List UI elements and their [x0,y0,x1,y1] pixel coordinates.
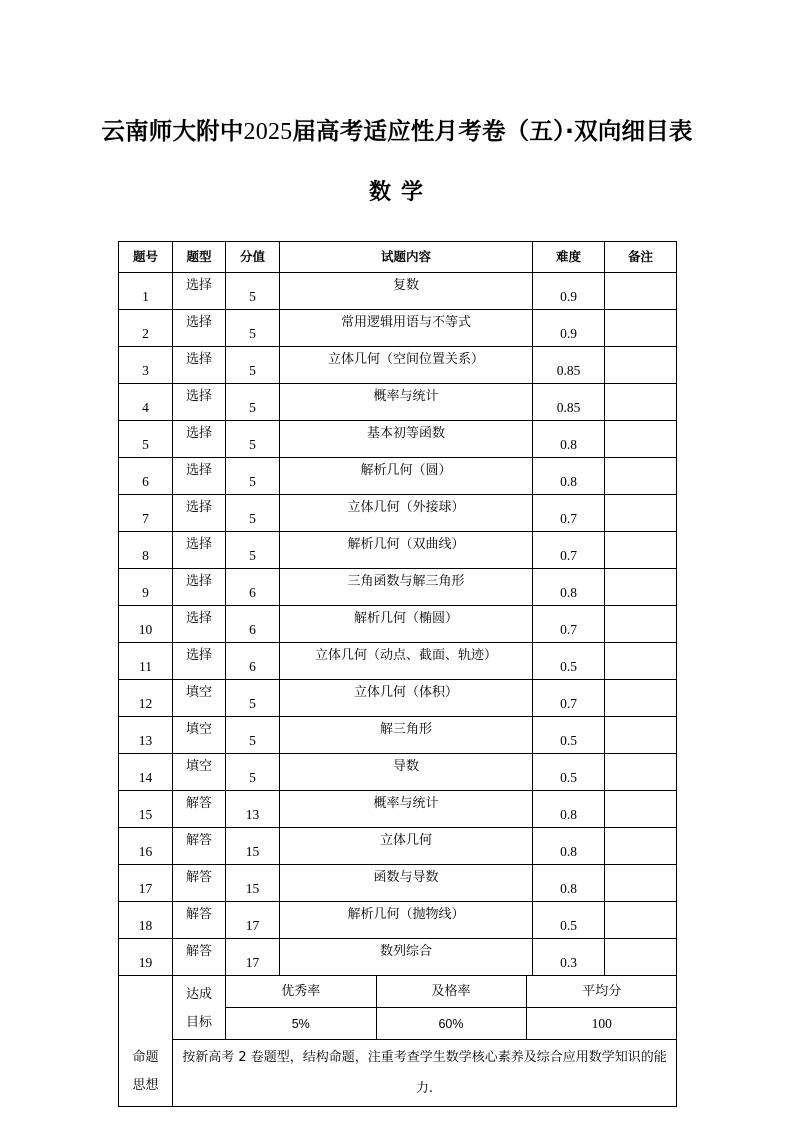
cell-score: 6 [226,643,280,680]
cell-number: 14 [119,754,173,791]
cell-score: 5 [226,532,280,569]
table-row [119,310,677,347]
cell-difficulty: 0.85 [533,384,605,421]
cell-content: 常用逻辑用语与不等式 [280,310,533,347]
cell-difficulty: 0.5 [533,643,605,680]
table-row [119,458,677,495]
cell-number: 12 [119,680,173,717]
goal-value-pass: 60% [376,1008,526,1039]
col-header-number: 题号 [119,242,173,273]
cell-type: 填空 [173,754,226,791]
goal-header-cell [226,976,677,1008]
cell-content: 三角函数与解三角形 [280,569,533,606]
cell-note [605,754,677,791]
cell-number: 1 [119,273,173,310]
subject-heading: 数学 [368,180,433,205]
goal-label-cell [173,976,226,1040]
cell-content: 数列综合 [280,939,533,976]
cell-score: 5 [226,458,280,495]
cell-note [605,643,677,680]
cell-type: 选择 [173,421,226,458]
cell-number: 18 [119,902,173,939]
cell-note [605,384,677,421]
cell-content: 立体几何（动点、截面、轨迹） [280,643,533,680]
cell-note [605,495,677,532]
cell-difficulty: 0.8 [533,569,605,606]
cell-number: 5 [119,421,173,458]
document-title [0,112,794,146]
cell-note [605,791,677,828]
cell-difficulty: 0.9 [533,310,605,347]
table-row [119,421,677,458]
cell-score: 5 [226,273,280,310]
table-row [119,347,677,384]
cell-difficulty: 0.8 [533,421,605,458]
cell-note [605,865,677,902]
cell-difficulty: 0.9 [533,273,605,310]
cell-type: 解答 [173,865,226,902]
cell-content: 立体几何（体积） [280,680,533,717]
cell-note [605,717,677,754]
cell-difficulty: 0.8 [533,865,605,902]
cell-content: 复数 [280,273,533,310]
cell-number: 3 [119,347,173,384]
cell-number: 16 [119,828,173,865]
cell-difficulty: 0.8 [533,458,605,495]
idea-text-cell [173,1040,677,1107]
table-row [119,569,677,606]
cell-difficulty: 0.7 [533,606,605,643]
cell-type: 填空 [173,717,226,754]
cell-note [605,347,677,384]
cell-type: 选择 [173,495,226,532]
cell-type: 选择 [173,347,226,384]
cell-score: 5 [226,384,280,421]
cell-difficulty: 0.5 [533,717,605,754]
goal-header-average: 平均分 [582,983,622,999]
goal-label-top: 达成 [185,986,212,1002]
title-year: 2025 [243,119,293,145]
cell-content: 解三角形 [280,717,533,754]
cell-content: 函数与导数 [280,865,533,902]
col-header-note: 备注 [605,242,677,273]
table-row [119,532,677,569]
col-header-difficulty: 难度 [533,242,605,273]
cell-note [605,939,677,976]
cell-score: 5 [226,680,280,717]
table-row [119,680,677,717]
cell-score: 17 [226,939,280,976]
cell-type: 选择 [173,532,226,569]
goal-value-grid [226,1008,677,1039]
cell-type: 选择 [173,273,226,310]
cell-number: 7 [119,495,173,532]
cell-number: 19 [119,939,173,976]
title-prefix: 云南师大附中 [101,117,244,145]
cell-score: 5 [226,347,280,384]
table-row [119,384,677,421]
cell-difficulty: 0.3 [533,939,605,976]
spec-table [118,241,677,1107]
cell-number: 9 [119,569,173,606]
goal-header-excellent: 优秀率 [226,976,376,1007]
table-row [119,495,677,532]
cell-content: 解析几何（圆） [280,458,533,495]
cell-number: 8 [119,532,173,569]
goal-value-average: 100 [591,1015,612,1031]
cell-score: 5 [226,310,280,347]
cell-type: 选择 [173,569,226,606]
cell-number: 2 [119,310,173,347]
table-row [119,643,677,680]
idea-text: 按新高考 2 卷题型，结构命题，注重考查学生数学核心素养及综合应用数学知识的能力. [182,1050,667,1096]
goal-value-excellent: 5% [226,1008,376,1039]
cell-type: 解答 [173,828,226,865]
cell-number: 4 [119,384,173,421]
goal-value-cell [226,1008,677,1040]
cell-score: 6 [226,569,280,606]
cell-number: 17 [119,865,173,902]
cell-content: 解析几何（椭圆） [280,606,533,643]
cell-note [605,458,677,495]
cell-note [605,532,677,569]
cell-score: 6 [226,606,280,643]
cell-note [605,680,677,717]
cell-number: 13 [119,717,173,754]
cell-score: 13 [226,791,280,828]
cell-type: 选择 [173,384,226,421]
idea-label-bottom: 思想 [132,1078,159,1093]
cell-score: 5 [226,421,280,458]
cell-note [605,902,677,939]
cell-difficulty: 0.7 [533,680,605,717]
cell-note [605,569,677,606]
cell-number: 11 [119,643,173,680]
cell-type: 选择 [173,606,226,643]
cell-number: 10 [119,606,173,643]
cell-type: 解答 [173,902,226,939]
cell-content: 解析几何（双曲线） [280,532,533,569]
idea-label-cell [119,976,173,1107]
table-row [119,939,677,976]
cell-difficulty: 0.5 [533,754,605,791]
cell-note [605,606,677,643]
cell-content: 概率与统计 [280,791,533,828]
cell-difficulty: 0.8 [533,791,605,828]
cell-note [605,421,677,458]
cell-content: 概率与统计 [280,384,533,421]
table-row [119,606,677,643]
goal-header-grid [226,976,677,1007]
cell-note [605,273,677,310]
cell-type: 解答 [173,791,226,828]
cell-content: 立体几何（外接球） [280,495,533,532]
cell-score: 15 [226,828,280,865]
title-suffix: 届高考适应性月考卷（五）·双向细目表 [292,117,693,145]
cell-difficulty: 0.8 [533,828,605,865]
cell-content: 立体几何 [280,828,533,865]
cell-difficulty: 0.7 [533,495,605,532]
table-row [119,902,677,939]
cell-content: 基本初等函数 [280,421,533,458]
table-row [119,865,677,902]
idea-label-top: 命题 [132,1050,159,1065]
cell-type: 选择 [173,458,226,495]
cell-type: 选择 [173,643,226,680]
goal-label-bottom: 目标 [185,1014,212,1030]
col-header-content: 试题内容 [280,242,533,273]
col-header-score: 分值 [226,242,280,273]
cell-content: 解析几何（抛物线） [280,902,533,939]
goal-header-row [119,976,677,1008]
idea-row [119,1040,677,1107]
cell-note [605,828,677,865]
table-row [119,717,677,754]
cell-score: 17 [226,902,280,939]
cell-score: 5 [226,495,280,532]
cell-difficulty: 0.85 [533,347,605,384]
cell-difficulty: 0.5 [533,902,605,939]
table-row [119,754,677,791]
cell-content: 导数 [280,754,533,791]
table-row [119,828,677,865]
cell-type: 填空 [173,680,226,717]
cell-score: 15 [226,865,280,902]
cell-note [605,310,677,347]
cell-content: 立体几何（空间位置关系） [280,347,533,384]
cell-number: 15 [119,791,173,828]
table-row [119,273,677,310]
cell-type: 解答 [173,939,226,976]
cell-score: 5 [226,717,280,754]
cell-difficulty: 0.7 [533,532,605,569]
table-row [119,791,677,828]
col-header-type: 题型 [173,242,226,273]
cell-score: 5 [226,754,280,791]
cell-type: 选择 [173,310,226,347]
cell-number: 6 [119,458,173,495]
goal-header-pass: 及格率 [376,976,526,1007]
table-header-row [119,242,677,273]
